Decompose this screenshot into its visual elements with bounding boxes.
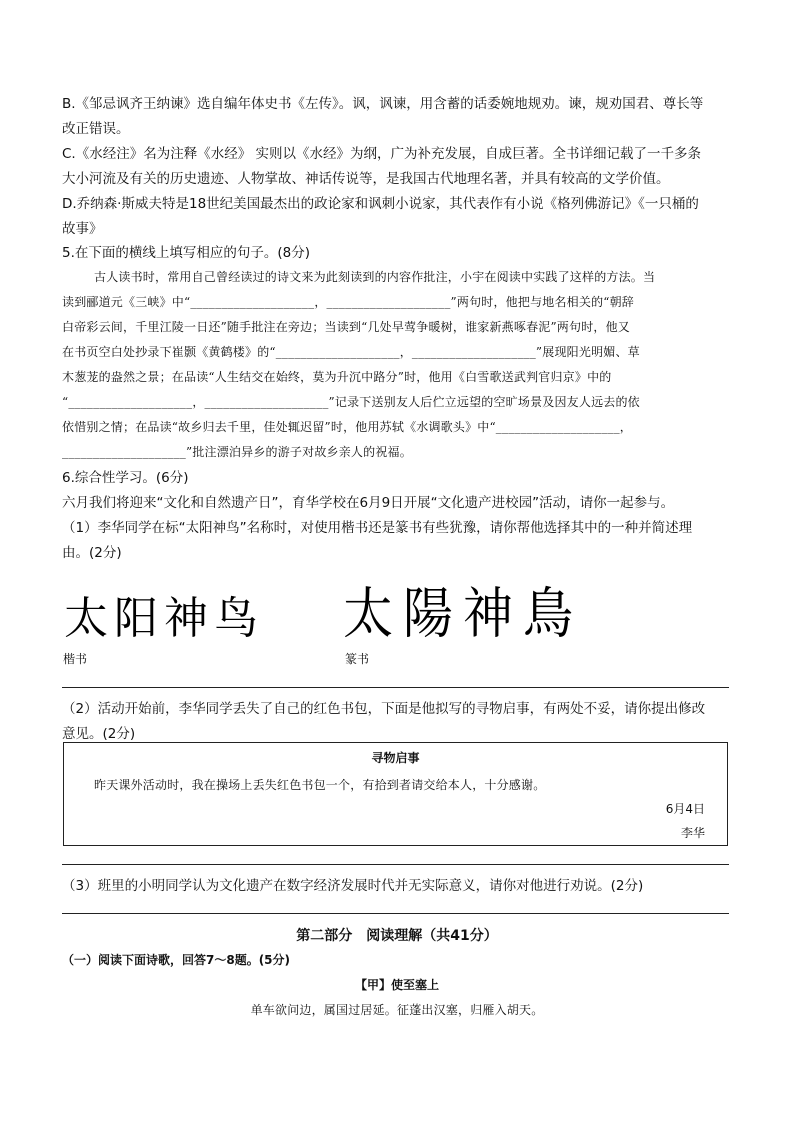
zhuanshu-sample: 太陽神鳥 xyxy=(343,582,583,646)
option-c-line2: 大小河流及有关的历史遗迹、人物掌故、神话传说等，是我国古代地理名著，并具有较高的文学价值。 xyxy=(62,171,670,187)
notice-body: 昨天课外活动时，我在操场上丢失红色书包一个，有拾到者请交给本人，十分感谢。 xyxy=(94,778,546,792)
q5-line4: 在书页空白处抄录下崔颢《黄鹤楼》的“____________________，____________________”展现阳光明媚、草 xyxy=(62,345,640,359)
q5-line1: 古人读书时，常用自己曾经读过的诗文来为此刻读到的内容作批注，小宇在阅读中实践了这样的方法。当 xyxy=(94,270,656,284)
option-c-line1: C.《水经注》名为注释《水经》 实则以《水经》为纲，广为补充发展，自成巨著。全书详细记载了一千多条 xyxy=(62,146,702,162)
option-b-line1: B.《邹忌讽齐王纳谏》选自编年体史书《左传》。讽，讽谏，用含蓄的话委婉地规劝。谏，规劝国君、尊长等 xyxy=(62,96,704,112)
notice-date: 6月4日 xyxy=(665,802,705,816)
poem-title: 【甲】使至塞上 xyxy=(354,978,439,992)
answer-line-3[interactable] xyxy=(62,913,729,914)
q5-line8: ____________________”批注漂泊异乡的游子对故乡亲人的祝福。 xyxy=(62,445,412,459)
kaishu-sample: 太阳神鸟 xyxy=(64,593,264,644)
notice-title: 寻物启事 xyxy=(371,751,420,765)
q5-line5: 木葱茏的盎然之景；在品读“人生结交在始终，莫为升沉中路分”时，他用《白雪歌送武判官归京》中的 xyxy=(62,370,612,384)
q6-sub1-line1: （1）李华同学在标“太阳神鸟”名称时，对使用楷书还是篆书有些犹豫，请你帮他选择其中的一种并简述理 xyxy=(62,520,693,536)
kaishu-label: 楷书 xyxy=(63,652,88,666)
option-d-line1: D.乔纳森·斯威夫特是18世纪美国最杰出的政论家和讽刺小说家，其代表作有小说《格列佛游记》《一只桶的 xyxy=(62,196,699,212)
part2-title: 第二部分 阅读理解（共41分） xyxy=(296,928,498,944)
q6-sub2-line2: 意见。(2分) xyxy=(62,726,136,742)
lost-item-notice xyxy=(63,742,728,846)
option-b-line2: 改正错误。 xyxy=(62,121,130,137)
answer-line-2[interactable] xyxy=(62,864,729,865)
zhuanshu-label: 篆书 xyxy=(345,652,370,666)
q5-title: 5.在下面的横线上填写相应的句子。(8分) xyxy=(62,245,311,261)
answer-line-1[interactable] xyxy=(62,687,729,688)
q6-title: 6.综合性学习。(6分) xyxy=(62,470,189,486)
option-d-line2: 故事》 xyxy=(62,221,103,237)
q6-sub3: （3）班里的小明同学认为文化遗产在数字经济发展时代并无实际意义，请你对他进行劝说。(2分) xyxy=(62,878,644,894)
q5-line3: 白帝彩云间，千里江陵一日还”随手批注在旁边；当读到“几处早莺争暖树，谁家新燕啄春泥”两句时，他又 xyxy=(62,320,631,334)
q6-sub2-line1: （2）活动开始前，李华同学丢失了自己的红色书包，下面是他拟写的寻物启事，有两处不妥，请你提出修改 xyxy=(62,701,706,717)
q6-intro: 六月我们将迎来“文化和自然遗产日”，育华学校在6月9日开展“文化遗产进校园”活动，请你一起参与。 xyxy=(62,495,675,511)
q5-line6: “____________________，____________________”记录下送别友人后伫立远望的空旷场景及因友人远去的依 xyxy=(62,395,640,409)
poem-line: 单车欲问边，属国过居延。征蓬出汉塞，归雁入胡天。 xyxy=(250,1003,544,1017)
q5-line7: 依惜别之情；在品读“故乡归去千里，佳处辄迟留”时，他用苏轼《水调歌头》中“____________________， xyxy=(62,420,633,434)
q5-line2: 读到郦道元《三峡》中“____________________，____________________”两句时，他把与地名相关的“朝辞 xyxy=(62,295,635,309)
section1-heading: （一）阅读下面诗歌，回答7～8题。(5分) xyxy=(62,953,291,967)
notice-signer: 李华 xyxy=(680,826,705,840)
q6-sub1-line2: 由。(2分) xyxy=(62,545,122,561)
